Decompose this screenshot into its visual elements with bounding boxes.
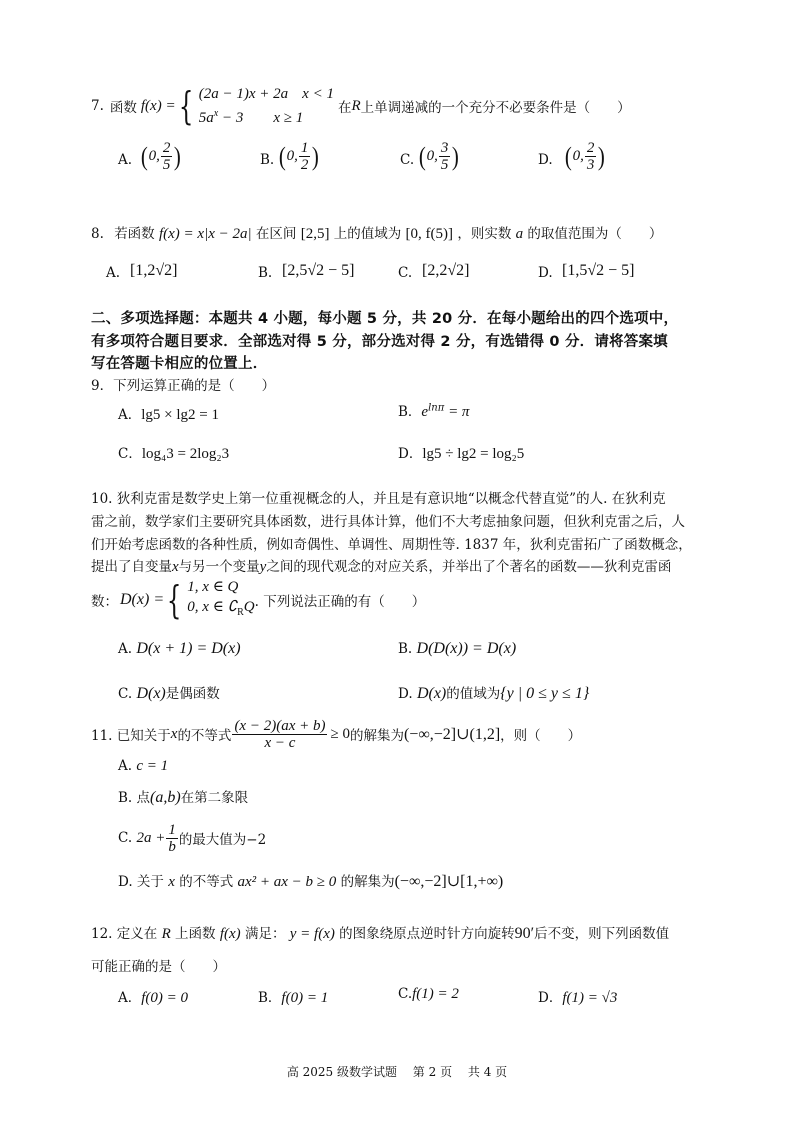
q8-option-b: [2,5√2 − 5] (282, 262, 355, 279)
q12-line2: 可能正确的是（ ） (91, 959, 226, 975)
q10-option-d: D. D(x)的值域为{y | 0 ≤ y ≤ 1} (398, 685, 590, 702)
q8-option-a-label: A. (106, 265, 121, 281)
q7-piecewise: { (2a − 1)x + 2a x < 1 $5a^x - 3$ x ≥ 1 (178, 84, 334, 128)
q11-stem: 11. 已知关于 x 的不等式 $\frac{(x - 2)(ax + b)}{x - c}$ ≥ 0 的解集为 (−∞,−2]∪(1,2] ，则（ ） (91, 717, 582, 751)
q7-case1-expr: (2a − 1)x + 2a (198, 86, 289, 102)
q7-option-b: (0, $\frac{1}{2}$ ) (278, 140, 320, 173)
q7-option-d: (0, $\frac{2}{3}$ ) (564, 140, 606, 173)
q10-line4: 提出了自变量x与另一个变量y之间的现代观念的对应关系，并举出了个著名的函数——狄利克雷函 (91, 559, 672, 575)
q12-option-a: A．f(0) = 0 (118, 990, 189, 1006)
q10-option-a: A. D(x + 1) = D(x) (118, 640, 241, 657)
section2-line3: 写在答题卡相应的位置上． (91, 356, 268, 372)
q7-option-c: (0, $\frac{3}{5}$ ) (418, 140, 460, 173)
q7-fx: f(x) = (140, 97, 176, 114)
q12-option-b: B．f(0) = 1 (258, 990, 329, 1006)
q8-stem-c: 上的值域为 (333, 226, 402, 242)
q11-option-d: D. 关于 x 的不等式 ax² + ax − b ≥ 0 的解集为(−∞,−2]∪[1,+∞) (118, 873, 504, 890)
q10-piecewise: { 1, x ∈ Q 0, x ∈ $∁_RQ$ (166, 578, 255, 622)
q10-line5: 数： D(x) = { 1, x ∈ Q 0, x ∈ $∁_RQ$ . 下列说法正确的有（ ） (91, 578, 426, 622)
q7-case1-cond: x < 1 (302, 86, 334, 102)
q7-case2-expr: 5a (198, 110, 214, 126)
q11-option-a: A. c = 1 (118, 758, 169, 774)
q8-option-a: [1,2√2] (130, 262, 178, 279)
q8-option-d-label: D. (538, 265, 553, 281)
q7-number: 7. (91, 98, 104, 114)
q9-option-c: C．log₄3 = 2log₂3 (118, 446, 230, 462)
q9-option-d: D．lg5 ÷ lg2 = log₂5 (398, 446, 525, 462)
q8-stem-b: 在区间 (255, 226, 297, 242)
q7-options (118, 140, 718, 184)
q7-stem (91, 84, 631, 128)
q7-suffix-pre: 在 (337, 100, 352, 116)
q8-func: f(x) = x|x − 2a| (158, 226, 252, 242)
page-footer: 高 2025 级数学试题 第 2 页 共 4 页 (286, 1065, 508, 1079)
q7-case2-sup: x (213, 108, 219, 119)
q10-line1: 10. 狄利克雷是数学史上第一位重视概念的人，并且是有意识地“以概念代替直觉”的人. 在狄利克 (91, 491, 666, 507)
q11-option-c: C. 2a + $\frac{1}{b}$ 的最大值为−2 (118, 821, 267, 855)
q10-option-c: C. D(x)是偶函数 (118, 685, 220, 702)
q7-option-a-label: A. (118, 152, 133, 168)
q8-number: 8. (91, 226, 104, 242)
section2-line2: 有多项符合题目要求．全部选对得 5 分，部分选对得 2 分，有选错得 0 分．请将答案填 (91, 334, 668, 350)
q11-option-b: B. 点(a,b)在第二象限 (118, 789, 249, 806)
q7-option-b-label: B. (260, 152, 275, 168)
q7-prefix: 函数 (109, 100, 137, 116)
q8-option-c: [2,2√2] (422, 262, 470, 279)
q12-option-c: C.f(1) = 2 (398, 986, 459, 1002)
q8-range: [0, f(5)] (405, 226, 454, 242)
q7-option-d-label: D. (538, 152, 553, 168)
q11-fraction: $\frac{(x - 2)(ax + b)}{x - c}$ (234, 717, 326, 751)
q8-stem-d: ，则实数 (457, 226, 512, 242)
q8-options (106, 262, 746, 288)
section2-line1: 二、多项选择题：本题共 4 小题，每小题 5 分，共 20 分．在每小题给出的四个选项中， (91, 311, 679, 327)
q7-suffix: 上单调递减的一个充分不必要条件是（ ） (360, 100, 631, 116)
q8-option-d: [1,5√2 − 5] (562, 262, 635, 279)
q8-stem-e: 的取值范围为（ ） (527, 226, 663, 242)
q7-option-a: (0, $\frac{2}{5}$ ) (140, 140, 182, 173)
q10-option-b: B. D(D(x)) = D(x) (398, 640, 517, 657)
q9-option-a: A．lg5 × lg2 = 1 (118, 407, 220, 423)
q8-option-c-label: C. (398, 265, 413, 281)
q11-optc-fraction: $\frac{1}{b}$ (168, 821, 176, 855)
q12-line1: 12. 定义在 R 上函数 f(x) 满足： y = f(x) 的图象绕原点逆时针方向旋转90′后不变，则下列函数值 (91, 925, 670, 942)
q8-var-a: a (515, 226, 524, 242)
q8-interval: [2,5] (300, 226, 330, 242)
q7-option-c-label: C. (400, 152, 415, 168)
q7-suffix-R: R (351, 97, 361, 114)
q9-option-b: B．$e^{ln\pi} = \pi$ (398, 402, 470, 420)
q8-option-b-label: B. (258, 265, 273, 281)
q9-stem: 9．下列运算正确的是（ ） (91, 378, 276, 394)
q10-Dx: D(x) = (120, 591, 165, 608)
q7-case2-cond: x ≥ 1 (273, 110, 304, 126)
q8-stem-a: 若函数 (114, 226, 155, 242)
q10-line3: 们开始考虑函数的各种性质，例如奇偶性、单调性、周期性等. 1837 年，狄利克雷拓广了函数概念， (91, 537, 692, 553)
q12-option-d: D．f(1) = √3 (538, 990, 618, 1006)
q10-line2: 雷之前，数学家们主要研究具体函数，进行具体计算，他们不大考虑抽象问题，但狄利克雷之后，人 (91, 514, 685, 530)
q8-stem (91, 222, 662, 243)
q7-case2-tail: − 3 (218, 110, 244, 126)
